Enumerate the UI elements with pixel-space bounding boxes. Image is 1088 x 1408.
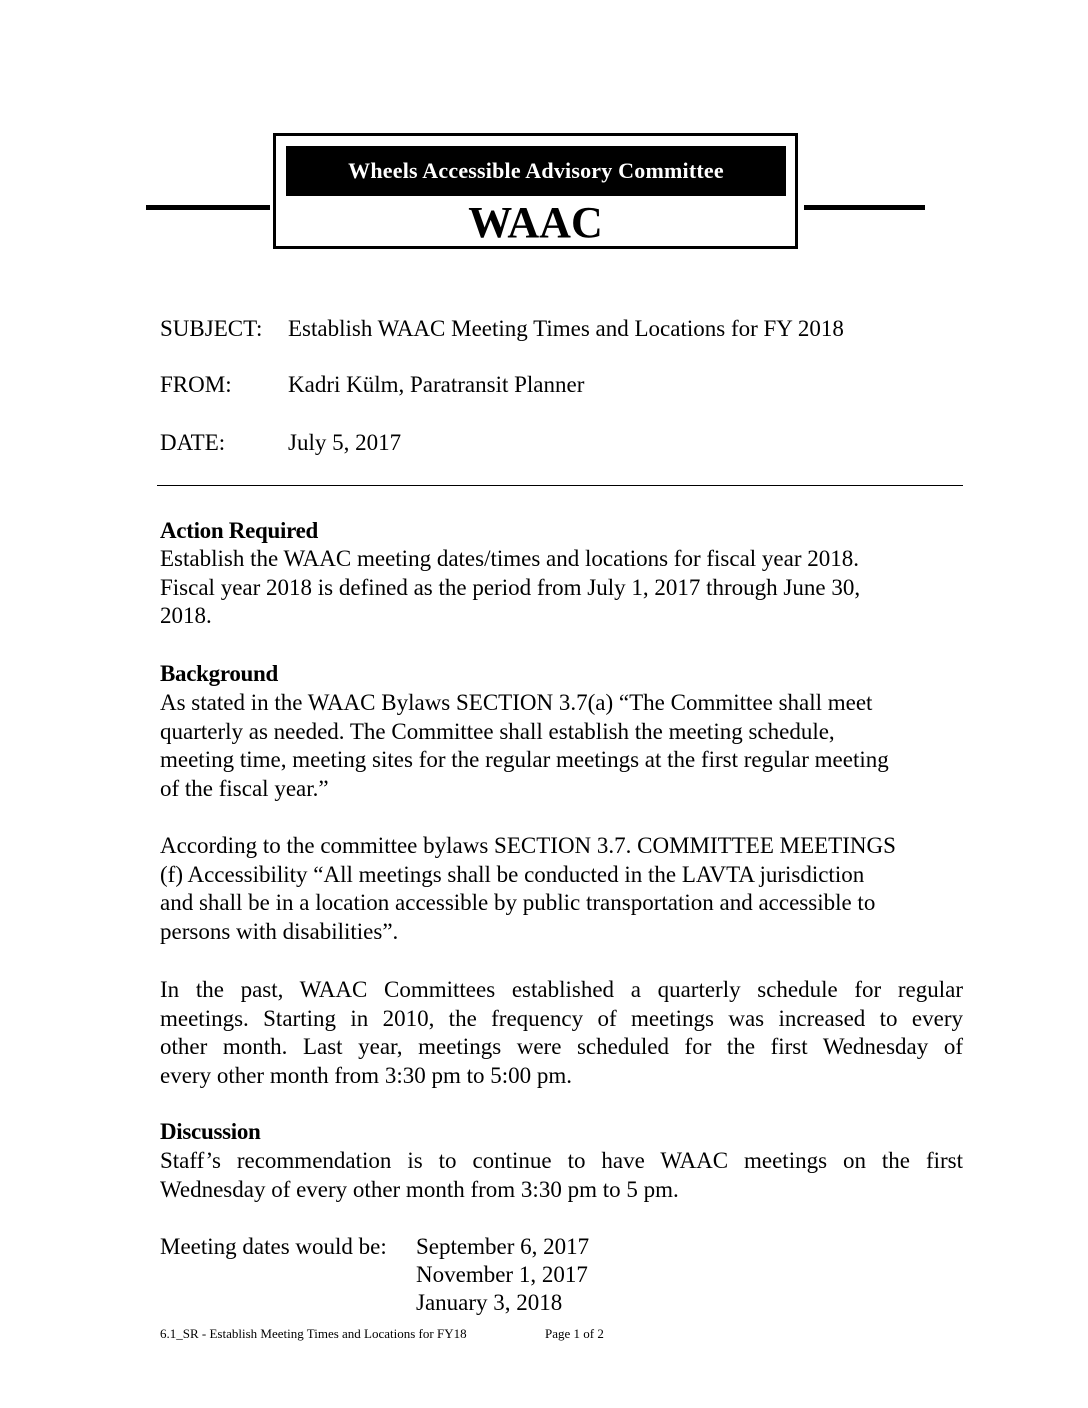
text-line: As stated in the WAAC Bylaws SECTION 3.7(a) “The Committee shall meet [160, 690, 873, 715]
header-divider [157, 485, 963, 486]
text-line: of the fiscal year.” [160, 776, 329, 802]
background-heading: Background [160, 661, 279, 686]
text-line: every other month from 3:30 pm to 5:00 pm. [160, 1063, 573, 1089]
subject-value: Establish WAAC Meeting Times and Locations for FY 2018 [288, 316, 844, 341]
text-line: Fiscal year 2018 is defined as the period from July 1, 2017 through June 30, [160, 574, 861, 600]
meeting-date: November 1, 2017 [416, 1262, 588, 1287]
text-line: 2018. [160, 603, 212, 629]
text-line: Staff’s recommendation is to continue to have WAAC meetings on the first [160, 1148, 963, 1173]
action-required-heading: Action Required [160, 518, 318, 543]
date-value: July 5, 2017 [288, 430, 402, 455]
meeting-date: September 6, 2017 [416, 1234, 590, 1259]
discussion-heading: Discussion [160, 1119, 261, 1144]
from-value: Kadri Külm, Paratransit Planner [288, 372, 585, 397]
text-line: meetings. Starting in 2010, the frequency of meetings was increased to every [160, 1005, 963, 1031]
logo-rule-left [146, 205, 270, 210]
discussion-text [160, 1147, 963, 1204]
meeting-date: January 3, 2018 [416, 1290, 563, 1315]
text-line: (f) Accessibility “All meetings shall be conducted in the LAVTA jurisdiction [160, 861, 865, 887]
from-label: FROM: [160, 372, 232, 397]
text-line: other month. Last year, meetings were scheduled for the first Wednesday of [160, 1034, 963, 1060]
logo-rule-right [804, 205, 925, 210]
background-paragraph-3 [160, 976, 963, 1091]
subject-label: SUBJECT: [160, 316, 263, 341]
text-line: quarterly as needed. The Committee shall establish the meeting schedule, [160, 718, 835, 744]
text-line: Establish the WAAC meeting dates/times and locations for fiscal year 2018. [160, 546, 859, 571]
background-paragraph-2 [160, 832, 963, 947]
meeting-dates-label: Meeting dates would be: [160, 1234, 387, 1259]
text-line: and shall be in a location accessible by public transportation and accessible to [160, 890, 876, 916]
committee-logo [273, 133, 798, 249]
footer-file-name: 6.1_SR - Establish Meeting Times and Locations for FY18 [160, 1326, 467, 1341]
background-paragraph-1 [160, 689, 963, 804]
text-line: In the past, WAAC Committees established a quarterly schedule for regular [160, 977, 963, 1002]
action-required-text [160, 545, 963, 631]
logo-committee-name: Wheels Accessible Advisory Committee [286, 146, 786, 196]
text-line: According to the committee bylaws SECTION 3.7. COMMITTEE MEETINGS [160, 833, 896, 858]
text-line: persons with disabilities”. [160, 919, 399, 945]
text-line: meeting time, meeting sites for the regular meetings at the first regular meeting [160, 747, 889, 773]
text-line: Wednesday of every other month from 3:30 pm to 5 pm. [160, 1176, 679, 1202]
footer-page-number: Page 1 of 2 [545, 1326, 604, 1341]
logo-acronym: WAAC [468, 198, 603, 247]
date-label: DATE: [160, 430, 226, 455]
